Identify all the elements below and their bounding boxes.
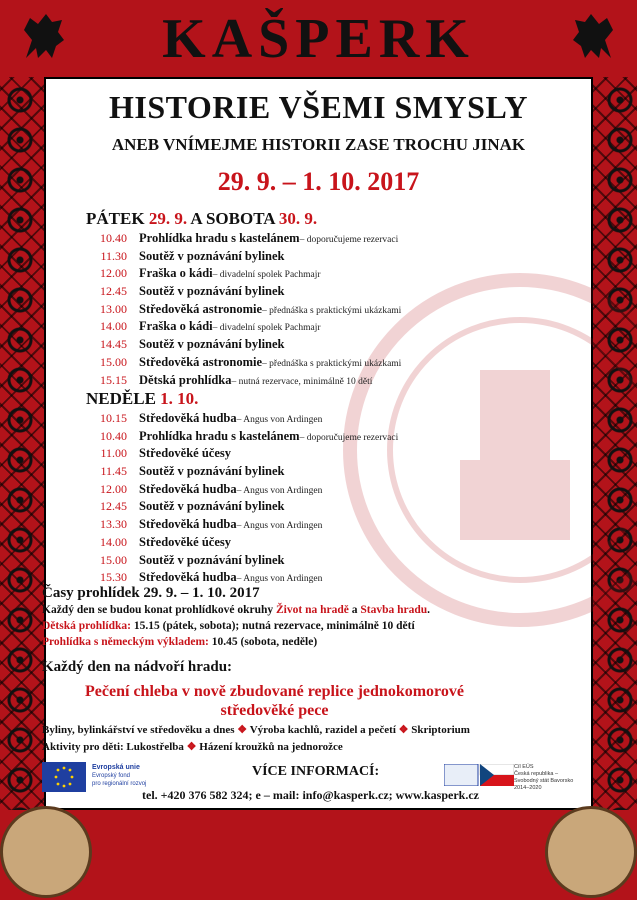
schedule-row bbox=[86, 231, 546, 249]
program-name: Soutěž v poznávání bylinek bbox=[139, 499, 285, 514]
schedule-row bbox=[86, 337, 546, 355]
program-description: – Angus von Ardingen bbox=[236, 485, 323, 496]
program-description: – Angus von Ardingen bbox=[236, 415, 323, 425]
schedule-time: 12.45 bbox=[100, 284, 127, 299]
cz-line: Svobodný stát Bavorsko bbox=[514, 778, 574, 784]
text: . bbox=[427, 604, 431, 616]
program-name: Soutěž v poznávání bylinek bbox=[139, 552, 285, 567]
text: Byliny, bylinkářství ve středověku a dnes bbox=[42, 724, 238, 736]
interreg-logo-icon bbox=[444, 764, 514, 786]
program-name: Středověká hudba bbox=[139, 411, 237, 425]
activity-line bbox=[42, 722, 542, 739]
brand-title: KAŠPERK bbox=[162, 7, 475, 70]
tour-name: Život na hradě bbox=[276, 604, 349, 616]
schedule-time: 14.00 bbox=[100, 319, 127, 334]
text: 15.15 (pátek, sobota); nutná rezervace, minimálně 10 dětí bbox=[130, 620, 415, 632]
event-dates: 29. 9. – 1. 10. 2017 bbox=[217, 167, 420, 196]
activity-line bbox=[42, 739, 542, 756]
schedule-row bbox=[86, 411, 546, 429]
schedule-row bbox=[86, 319, 546, 337]
diamond-icon: ❖ bbox=[398, 724, 409, 736]
schedule-row bbox=[86, 355, 546, 373]
heading-date: 30. 9. bbox=[278, 209, 318, 228]
schedule-row bbox=[86, 249, 546, 267]
schedule-row bbox=[86, 517, 546, 535]
cz-program-label bbox=[514, 764, 574, 792]
program-name: Prohlídka hradu s kastelánem bbox=[139, 231, 300, 245]
program-name: Středověká hudba bbox=[139, 517, 237, 532]
heading-date: 1. 10. bbox=[160, 389, 199, 408]
heading-text: NEDĚLE bbox=[86, 389, 161, 408]
schedule-row bbox=[86, 429, 546, 447]
schedule-time: 14.45 bbox=[100, 337, 127, 352]
schedule-time: 15.00 bbox=[100, 552, 127, 567]
tour-name: Prohlídka s německým výkladem: bbox=[42, 636, 209, 648]
program-description: – doporučujeme rezervaci bbox=[299, 432, 399, 443]
program-name: Středověká hudba bbox=[139, 570, 237, 585]
diamond-icon: ❖ bbox=[237, 724, 248, 736]
daily-highlight bbox=[20, 682, 529, 720]
program-description: – doporučujeme rezervaci bbox=[299, 235, 399, 245]
tour-times-title: Časy prohlídek 29. 9. – 1. 10. 2017 bbox=[42, 585, 260, 601]
schedule-time: 12.00 bbox=[100, 266, 127, 281]
program-name: Fraška o kádi bbox=[139, 319, 213, 334]
sunday-schedule bbox=[86, 411, 546, 588]
program-description: – Angus von Ardingen bbox=[236, 574, 323, 585]
schedule-row bbox=[86, 284, 546, 302]
program-description: – přednáška s praktickými ukázkami bbox=[262, 305, 402, 316]
program-description: – nutná rezervace, minimálně 10 dětí bbox=[231, 376, 373, 387]
tour-line bbox=[42, 618, 512, 634]
schedule-row bbox=[86, 482, 546, 500]
highlight-line: středověké pece bbox=[220, 702, 329, 719]
program-name: Soutěž v poznávání bylinek bbox=[139, 464, 285, 479]
text: Každý den se budou konat prohlídkové okruhy bbox=[42, 604, 277, 616]
cz-line: Cíl EÚS bbox=[514, 764, 534, 770]
footer-logos bbox=[42, 762, 574, 802]
program-description: – přednáška s praktickými ukázkami bbox=[262, 358, 402, 369]
schedule-time: 13.00 bbox=[100, 301, 127, 316]
highlight-line: Pečení chleba v nově zbudované replice jednokomorové bbox=[85, 683, 464, 700]
schedule-time: 11.00 bbox=[100, 446, 127, 461]
eu-line: pro regionální rozvoj bbox=[92, 781, 147, 787]
eu-title: Evropská unie bbox=[92, 764, 140, 771]
friday-saturday-schedule bbox=[86, 231, 546, 390]
schedule-time: 10.40 bbox=[100, 428, 127, 443]
text: Házení kroužků na jednorožce bbox=[196, 741, 343, 753]
castle-seal-icon bbox=[0, 806, 92, 898]
program-description: – divadelní spolek Pachmajr bbox=[212, 270, 321, 281]
page-subtitle: ANEB VNÍMEJME HISTORII ZASE TROCHU JINAK bbox=[111, 135, 526, 154]
text: Výroba kachlů, razidel a pečetí bbox=[247, 724, 399, 736]
heading-date: 29. 9. bbox=[148, 209, 188, 228]
program-name: Středověká hudba bbox=[139, 481, 237, 496]
heading-text: A SOBOTA bbox=[187, 209, 279, 228]
program-description: – divadelní spolek Pachmajr bbox=[212, 323, 321, 334]
schedule-row bbox=[86, 499, 546, 517]
tour-name: Dětská prohlídka: bbox=[42, 620, 131, 632]
schedule-time: 14.00 bbox=[100, 534, 127, 549]
program-name: Fraška o kádi bbox=[139, 266, 213, 281]
schedule-row bbox=[86, 266, 546, 284]
program-name: Soutěž v poznávání bylinek bbox=[139, 248, 285, 263]
schedule-row bbox=[86, 553, 546, 571]
daily-activities bbox=[42, 722, 542, 756]
text: 10.45 (sobota, neděle) bbox=[208, 636, 318, 648]
heading-text: PÁTEK bbox=[86, 209, 149, 228]
program-name: Středověké účesy bbox=[139, 446, 231, 461]
schedule-row bbox=[86, 535, 546, 553]
contact-title: VÍCE INFORMACÍ: bbox=[252, 764, 380, 779]
diamond-icon: ❖ bbox=[186, 741, 197, 753]
schedule-time: 10.40 bbox=[100, 231, 127, 245]
schedule-time: 12.00 bbox=[100, 481, 127, 496]
sunday-heading bbox=[86, 389, 198, 409]
schedule-row bbox=[86, 373, 546, 391]
program-name: Středověká astronomie bbox=[139, 354, 263, 369]
schedule-time: 13.30 bbox=[100, 517, 127, 532]
schedule-time: 15.15 bbox=[100, 372, 127, 387]
text: Aktivity pro děti: Lukostřelba bbox=[42, 741, 187, 753]
page-title: HISTORIE VŠEMI SMYSLY bbox=[109, 89, 528, 125]
text: a bbox=[348, 604, 361, 616]
friday-saturday-heading bbox=[86, 209, 317, 229]
schedule-row bbox=[86, 464, 546, 482]
schedule-time: 11.45 bbox=[100, 464, 127, 479]
tour-name: Stavba hradu bbox=[360, 604, 428, 616]
schedule-row bbox=[86, 302, 546, 320]
schedule-time: 12.45 bbox=[100, 499, 127, 514]
eu-line: Evropský fond bbox=[92, 773, 131, 779]
program-name: Středověká astronomie bbox=[139, 301, 263, 316]
tour-line bbox=[42, 602, 512, 618]
schedule-row bbox=[86, 446, 546, 464]
schedule-time: 10.15 bbox=[100, 411, 127, 425]
schedule-time: 15.00 bbox=[100, 354, 127, 369]
cz-line: 2014–2020 bbox=[514, 785, 542, 791]
program-description: – Angus von Ardingen bbox=[236, 521, 323, 532]
eu-flag-icon bbox=[42, 762, 86, 792]
contact-line: tel. +420 376 582 324; e – mail: info@kasperk.cz; www.kasperk.cz bbox=[142, 788, 479, 802]
footer-bar bbox=[0, 810, 637, 900]
eu-label bbox=[92, 764, 146, 788]
program-name: Soutěž v poznávání bylinek bbox=[139, 337, 285, 352]
header-bar bbox=[0, 0, 637, 77]
program-name: Prohlídka hradu s kastelánem bbox=[139, 428, 300, 443]
castle-seal-icon bbox=[545, 806, 637, 898]
heraldic-lion-icon bbox=[563, 6, 625, 68]
cz-line: Česká republika – bbox=[514, 771, 559, 777]
program-name: Dětská prohlídka bbox=[139, 372, 232, 387]
schedule-time: 11.30 bbox=[100, 248, 127, 263]
tour-times-block bbox=[42, 585, 512, 650]
program-name: Středověké účesy bbox=[139, 534, 231, 549]
schedule-time: 15.30 bbox=[100, 570, 127, 585]
program-name: Soutěž v poznávání bylinek bbox=[139, 284, 285, 299]
daily-title: Každý den na nádvoří hradu: bbox=[42, 659, 233, 675]
heraldic-lion-icon bbox=[12, 6, 74, 68]
tour-line bbox=[42, 634, 512, 650]
text: Skriptorium bbox=[408, 724, 470, 736]
